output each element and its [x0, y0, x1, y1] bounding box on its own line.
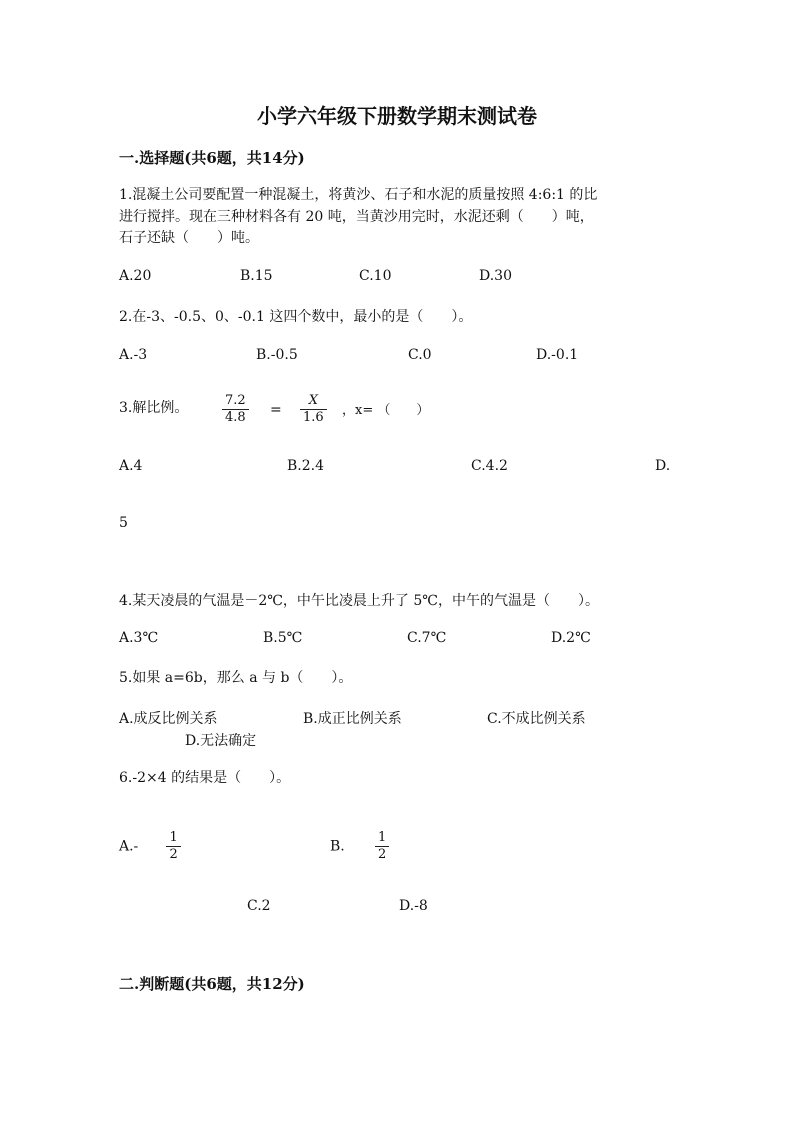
question-5-option-b[interactable]: B.成正比例关系 [303, 711, 402, 727]
question-1-option-d[interactable]: D.30 [479, 268, 512, 284]
question-4-option-b[interactable]: B.5℃ [263, 630, 303, 646]
fraction-denominator: 4.8 [225, 410, 246, 425]
question-1-line-3: 石子还缺（ ）吨。 [119, 230, 259, 246]
question-1-option-b[interactable]: B.15 [240, 268, 273, 284]
question-4-text: 4.某天凌晨的气温是－2℃，中午比凌晨上升了 5℃，中午的气温是（ ）。 [119, 593, 599, 609]
question-6-option-d[interactable]: D.-8 [399, 898, 428, 914]
question-4-option-d[interactable]: D.2℃ [551, 630, 591, 646]
question-6-option-b[interactable] [330, 830, 389, 863]
section-2-heading: 二.判断题(共6题，共12分) [119, 975, 305, 993]
fraction-numerator: 7.2 [222, 393, 249, 410]
question-4-option-a[interactable]: A.3℃ [119, 630, 159, 646]
question-3-suffix: ，x= （ ） [342, 403, 430, 418]
question-3-fraction-left [222, 393, 249, 426]
question-3-prefix: 3.解比例。 [119, 400, 189, 416]
question-1-option-c[interactable]: C.10 [359, 268, 392, 284]
question-5-option-d[interactable]: D.无法确定 [185, 733, 257, 749]
question-3-option-d[interactable]: D. [655, 458, 671, 474]
question-3-option-b[interactable]: B.2.4 [287, 458, 325, 474]
question-5-option-c[interactable]: C.不成比例关系 [487, 711, 586, 727]
question-6-option-a[interactable] [119, 830, 181, 863]
question-1-option-a[interactable]: A.20 [119, 268, 152, 284]
fraction-numerator: 1 [166, 830, 180, 847]
question-5-text: 5.如果 a=6b，那么 a 与 b（ ）。 [119, 670, 353, 686]
question-3-option-a[interactable]: A.4 [119, 458, 143, 474]
option-label: B. [330, 838, 345, 855]
question-3-equals: = [270, 402, 282, 418]
option-label: A.- [119, 838, 139, 855]
section-1-heading: 一.选择题(共6题，共14分) [119, 149, 305, 167]
fraction-numerator: X [300, 393, 327, 410]
question-3-option-d-value: 5 [119, 515, 128, 531]
question-3-option-c[interactable]: C.4.2 [471, 458, 508, 474]
fraction-denominator: 2 [377, 847, 387, 862]
question-5-option-a[interactable]: A.成反比例关系 [119, 711, 218, 727]
question-6-text: 6.-2×4 的结果是（ ）。 [119, 770, 291, 786]
question-2-option-c[interactable]: C.0 [408, 347, 432, 363]
question-2-option-d[interactable]: D.-0.1 [536, 347, 579, 363]
fraction-denominator: 1.6 [303, 410, 324, 425]
question-2-text: 2.在-3、-0.5、0、-0.1 这四个数中，最小的是（ ）。 [119, 309, 473, 325]
question-1-line-2: 进行搅拌。现在三种材料各有 20 吨，当黄沙用完时，水泥还剩（ ）吨， [119, 209, 594, 225]
question-2-option-a[interactable]: A.-3 [119, 347, 148, 363]
fraction-numerator: 1 [375, 830, 389, 847]
question-1-line-1: 1.混凝土公司要配置一种混凝土，将黄沙、石子和水泥的质量按照 4:6:1 的比 [119, 187, 598, 203]
page-title: 小学六年级下册数学期末测试卷 [257, 104, 537, 128]
fraction-denominator: 2 [169, 847, 178, 862]
question-2-option-b[interactable]: B.-0.5 [256, 347, 298, 363]
question-3-fraction-right [300, 393, 327, 426]
question-4-option-c[interactable]: C.7℃ [407, 630, 447, 646]
question-6-option-c[interactable]: C.2 [247, 898, 271, 914]
